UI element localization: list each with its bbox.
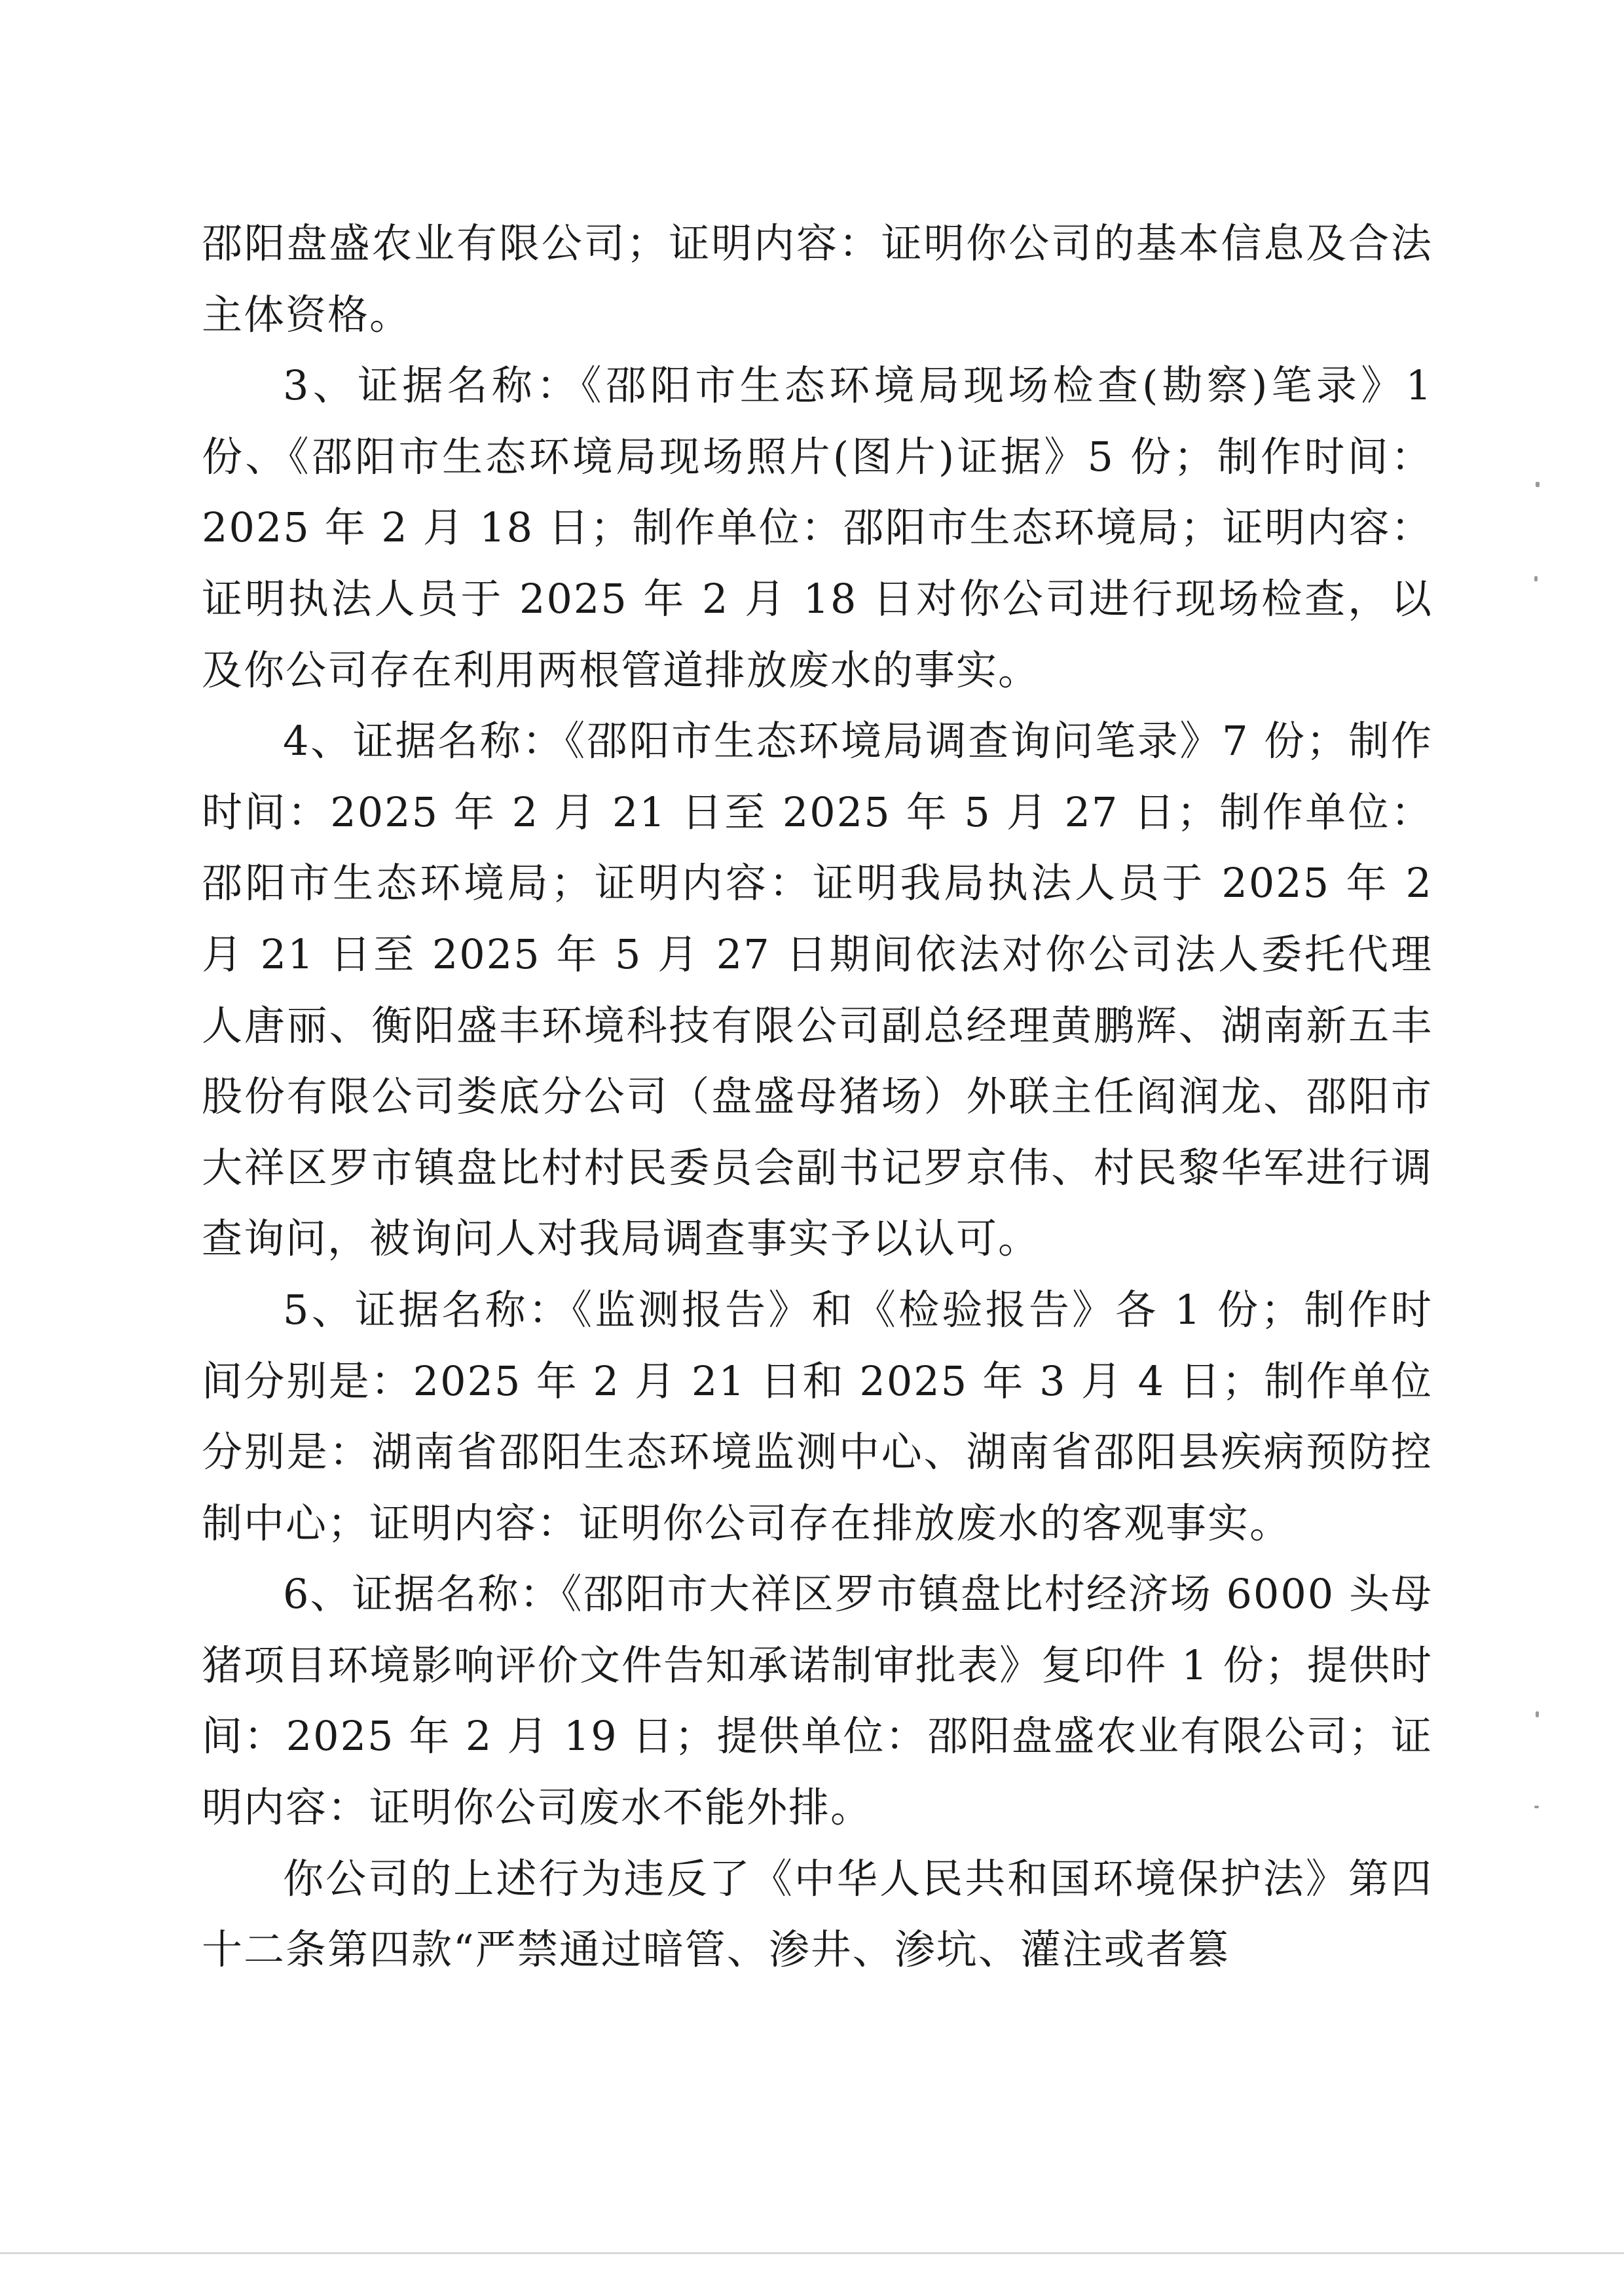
- scan-speck: [1534, 576, 1538, 581]
- paragraph-evidence-4: 4、证据名称：《邵阳市生态环境局调查询问笔录》7 份；制作时间：2025 年 2 月 21 日至 2025 年 5 月 27 日；制作单位：邵阳市生态环境局；证明内容：证明我局执法人员于 2025 年 2 月 21 日至 2025 年 5 月 27 日期间依法对你公司法人委托代理人唐丽、衡阳盛丰环境科技有限公司副总经理黄鹏辉、湖南新五丰股份有限公司娄底分公司（盘盛母猪场）外联主任阎润龙、邵阳市大祥区罗市镇盘比村村民委员会副书记罗京伟、村民黎华军进行调查询问，被询问人对我局调查事实予以认可。: [202, 717, 1433, 1263]
- document-body: [202, 208, 1433, 1986]
- paragraph-violation: 你公司的上述行为违反了《中华人民共和国环境保护法》第四十二条第四款“严禁通过暗管、渗井、渗坑、灌注或者篡: [202, 1854, 1433, 1974]
- paragraph-evidence-6: 6、证据名称：《邵阳市大祥区罗市镇盘比村经济场 6000 头母猪项目环境影响评价文件告知承诺制审批表》复印件 1 份；提供时间：2025 年 2 月 19 日；提供单位：邵阳盘盛农业有限公司；证明内容：证明你公司废水不能外排。: [202, 1570, 1433, 1832]
- scan-speck: [1536, 482, 1540, 487]
- scan-edge-line: [0, 2252, 1624, 2254]
- scan-speck: [1536, 1711, 1539, 1717]
- paragraph-evidence-3: 3、证据名称：《邵阳市生态环境局现场检查(勘察)笔录》1 份、《邵阳市生态环境局现场照片(图片)证据》5 份；制作时间：2025 年 2 月 18 日；制作单位：邵阳市生态环境局；证明内容：证明执法人员于 2025 年 2 月 18 日对你公司进行现场检查，以及你公司存在利用两根管道排放废水的事实。: [202, 361, 1433, 694]
- paragraph-evidence-5: 5、证据名称：《监测报告》和《检验报告》各 1 份；制作时间分别是：2025 年 2 月 21 日和 2025 年 3 月 4 日；制作单位分别是：湖南省邵阳生态环境监测中心、湖南省邵阳县疾病预防控制中心；证明内容：证明你公司存在排放废水的客观事实。: [202, 1285, 1433, 1547]
- paragraph-continuation: 邵阳盘盛农业有限公司；证明内容：证明你公司的基本信息及合法主体资格。: [202, 219, 1433, 338]
- scan-speck: [1534, 1806, 1539, 1808]
